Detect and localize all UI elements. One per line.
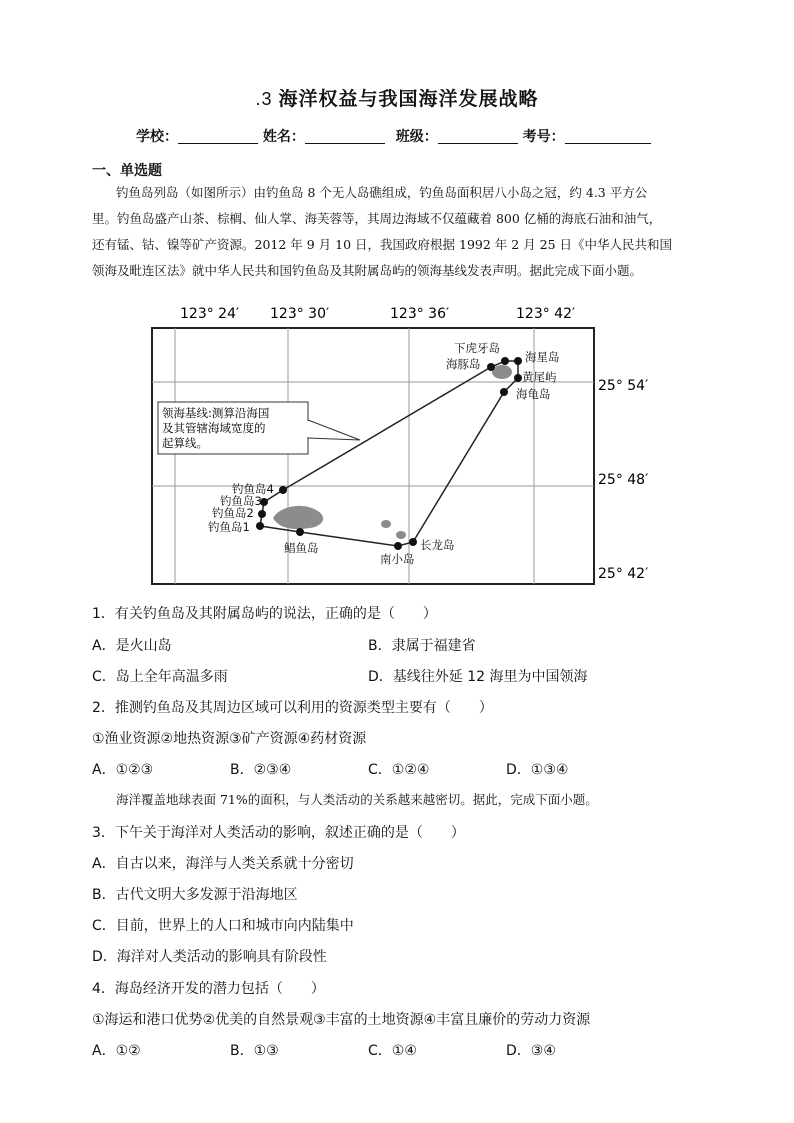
q1-option-d[interactable]: D．基线往外延 12 海里为中国领海 bbox=[368, 669, 588, 685]
label-haigui: 海龟岛 bbox=[516, 387, 551, 401]
question-4-list: ①海运和港口优势②优美的自然景观③丰富的土地资源④丰富且廉价的劳动力资源 bbox=[92, 1012, 591, 1028]
passage-1-line-4: 领海及毗连区法》就中华人民共和国钓鱼岛及其附属岛屿的领海基线发表声明。据此完成下面小题。 bbox=[92, 263, 643, 278]
passage-1-line-2: 里。钓鱼岛盛产山茶、棕榈、仙人掌、海芙蓉等，其周边海域不仅蕴藏着 800 亿桶的海底石油和油气， bbox=[92, 211, 662, 226]
student-info-line bbox=[136, 126, 651, 146]
title-number: .3 bbox=[255, 89, 273, 109]
question-3-stem: 3．下午关于海洋对人类活动的影响，叙述正确的是（ ） bbox=[92, 825, 465, 841]
question-2-list: ①渔业资源②地热资源③矿产资源④药材资源 bbox=[92, 731, 367, 747]
passage-1-line-3: 还有锰、钴、镍等矿产资源。2012 年 9 月 10 日，我国政府根据 1992 年 2 月 25 日《中华人民共和国 bbox=[92, 237, 673, 252]
q3-option-d[interactable]: D．海洋对人类活动的影响具有阶段性 bbox=[92, 949, 327, 965]
q3-option-c[interactable]: C．目前，世界上的人口和城市向内陆集中 bbox=[92, 918, 354, 934]
q4-option-c[interactable]: C．①④ bbox=[368, 1043, 417, 1059]
lat-label-3: 25° 42′ bbox=[598, 566, 649, 582]
lat-label-2: 25° 48′ bbox=[598, 472, 649, 488]
q3-option-a[interactable]: A．自古以来，海洋与人类关系就十分密切 bbox=[92, 856, 354, 872]
question-4-stem: 4．海岛经济开发的潜力包括（ ） bbox=[92, 981, 325, 997]
passage-1-line-1: 钓鱼岛列岛（如图所示）由钓鱼岛 8 个无人岛礁组成，钓鱼岛面积居八小岛之冠，约 4.3 平方公 bbox=[116, 185, 648, 200]
callout-line-2: 及其管辖海域宽度的 bbox=[162, 421, 266, 435]
lon-label-2: 123° 30′ bbox=[270, 306, 330, 322]
diaoyu-map bbox=[150, 300, 649, 590]
q4-option-b[interactable]: B．①③ bbox=[230, 1043, 279, 1059]
lat-label-1: 25° 54′ bbox=[598, 378, 649, 394]
q2-option-d[interactable]: D．①③④ bbox=[506, 762, 569, 778]
title-text: 海洋权益与我国海洋发展战略 bbox=[278, 88, 539, 110]
callout-line-3: 起算线。 bbox=[162, 436, 208, 450]
map-frame bbox=[152, 328, 594, 584]
label-diaoyu2: 钓鱼岛2 bbox=[212, 506, 254, 520]
small-island-shape-2 bbox=[396, 531, 406, 539]
label-haitun: 海豚岛 bbox=[446, 357, 481, 371]
class-label: 班级： bbox=[395, 129, 438, 145]
label-qiuyu: 鲳鱼岛 bbox=[284, 541, 319, 555]
q2-option-a[interactable]: A．①②③ bbox=[92, 762, 154, 778]
huangwei-island-shape bbox=[492, 365, 512, 379]
passage-2: 海洋覆盖地球表面 71%的面积，与人类活动的关系越来越密切。据此，完成下面小题。 bbox=[116, 792, 598, 807]
q1-option-c[interactable]: C．岛上全年高温多雨 bbox=[92, 669, 228, 685]
school-label: 学校： bbox=[136, 129, 178, 145]
q2-option-c[interactable]: C．①②④ bbox=[368, 762, 430, 778]
lon-label-1: 123° 24′ bbox=[180, 306, 240, 322]
exam-no-blank[interactable] bbox=[565, 129, 651, 144]
label-diaoyu4: 钓鱼岛4 bbox=[232, 482, 274, 496]
school-blank[interactable] bbox=[178, 129, 258, 144]
q1-option-b[interactable]: B．隶属于福建省 bbox=[368, 638, 476, 654]
label-haixing: 海星岛 bbox=[525, 350, 560, 364]
label-changlong: 长龙岛 bbox=[420, 538, 455, 552]
section-heading: 一、单选题 bbox=[92, 163, 162, 179]
label-huangwei: 黄尾屿 bbox=[522, 370, 557, 384]
label-diaoyu1: 钓鱼岛1 bbox=[208, 520, 250, 534]
question-1-stem: 1．有关钓鱼岛及其附属岛屿的说法，正确的是（ ） bbox=[92, 606, 437, 622]
name-blank[interactable] bbox=[305, 129, 385, 144]
q4-option-d[interactable]: D．③④ bbox=[506, 1043, 556, 1059]
class-blank[interactable] bbox=[438, 129, 518, 144]
q1-option-a[interactable]: A．是火山岛 bbox=[92, 638, 172, 654]
label-nanxiao: 南小岛 bbox=[380, 552, 415, 566]
small-island-shape-1 bbox=[381, 520, 391, 528]
question-2-stem: 2．推测钓鱼岛及其周边区域可以利用的资源类型主要有（ ） bbox=[92, 700, 493, 716]
page-title bbox=[0, 84, 794, 111]
q3-option-b[interactable]: B．古代文明大多发源于沿海地区 bbox=[92, 887, 298, 903]
lon-label-4: 123° 42′ bbox=[516, 306, 576, 322]
exam-no-label: 考号： bbox=[522, 129, 565, 145]
callout-line-1: 领海基线:测算沿海国 bbox=[162, 406, 270, 420]
name-label: 姓名： bbox=[262, 129, 305, 145]
lon-label-3: 123° 36′ bbox=[390, 306, 450, 322]
q4-option-a[interactable]: A．①② bbox=[92, 1043, 141, 1059]
passage-1 bbox=[92, 180, 712, 284]
q2-option-b[interactable]: B．②③④ bbox=[230, 762, 292, 778]
label-diaoyu3: 钓鱼岛3 bbox=[220, 494, 262, 508]
label-xiahuya: 下虎牙岛 bbox=[454, 341, 500, 355]
